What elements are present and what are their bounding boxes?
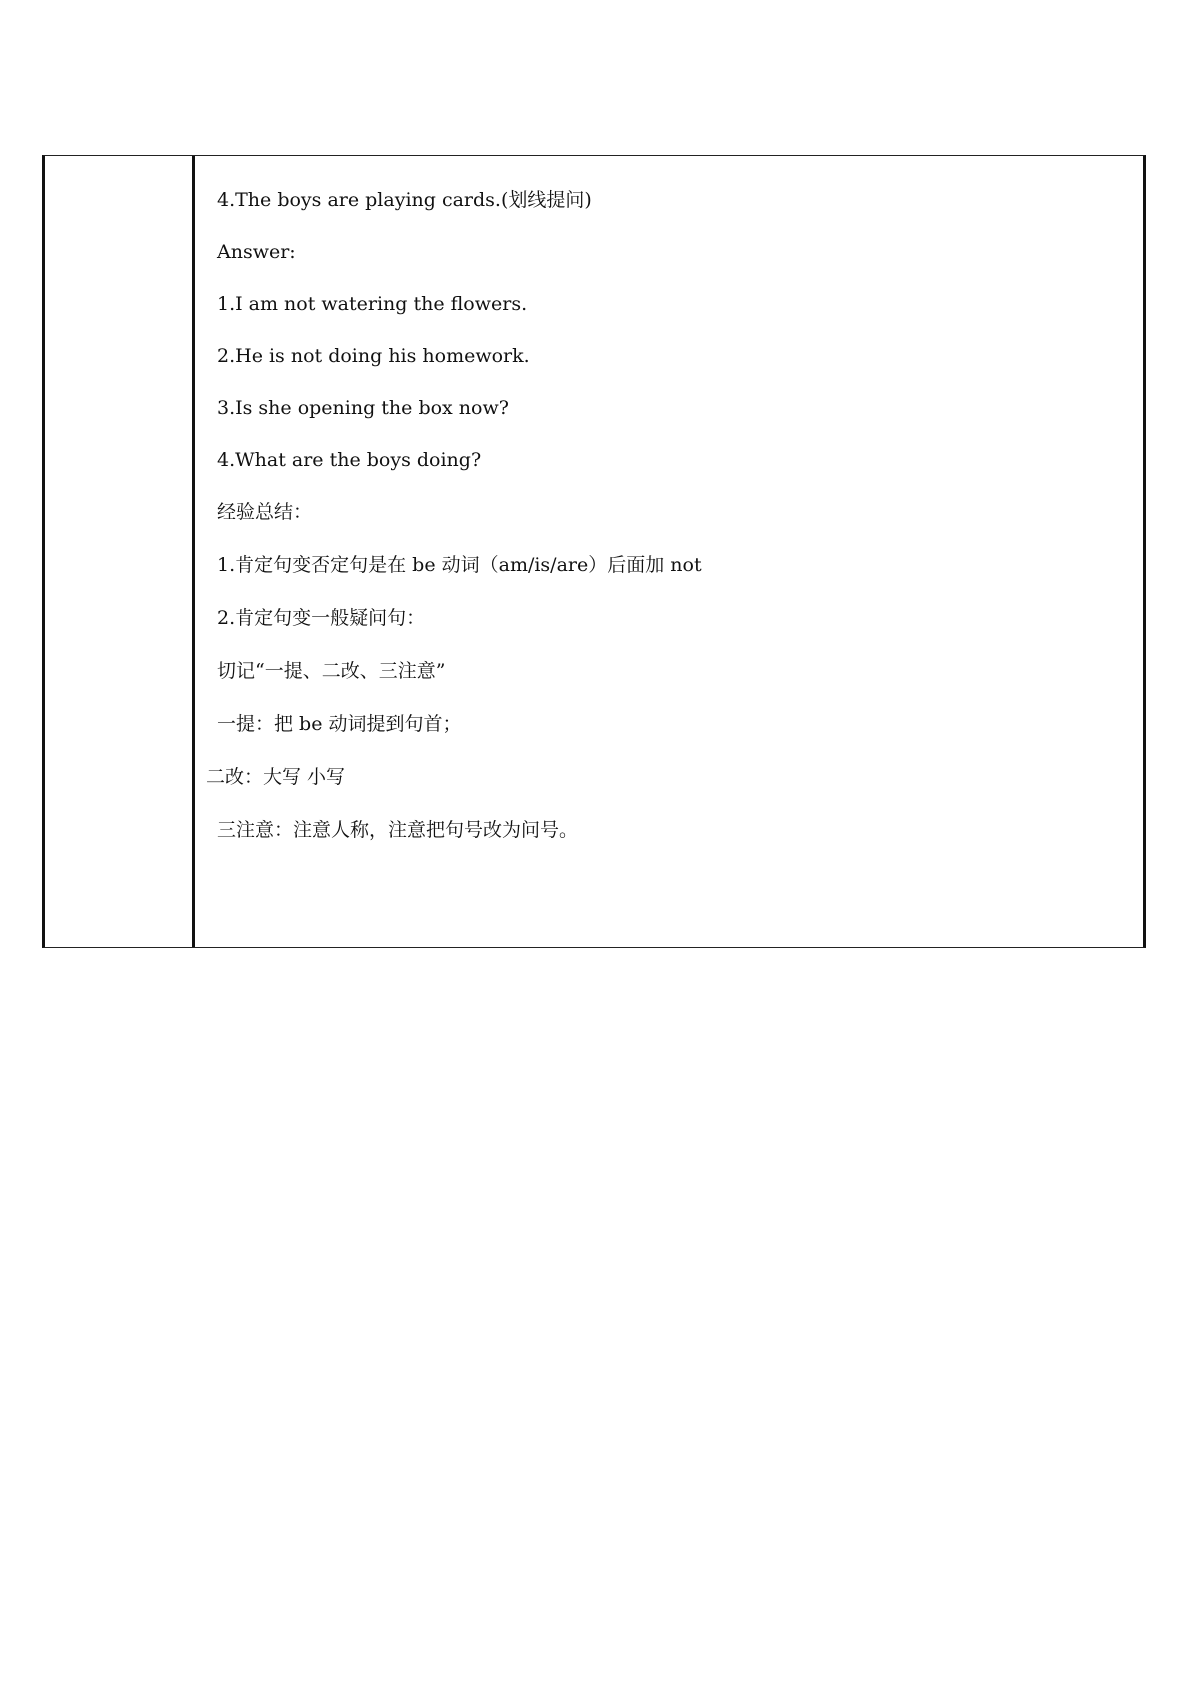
summary-heading: 经验总结：: [217, 501, 313, 523]
answer-3-line: 3.Is she opening the box now?: [217, 397, 509, 419]
answer-4-line: 4.What are the boys doing?: [217, 449, 482, 471]
answer-1-line: 1.I am not watering the flowers.: [217, 293, 528, 315]
summary-step-3: 三注意：注意人称，注意把句号改为问号。: [217, 819, 579, 841]
document-table: [42, 155, 1146, 948]
answer-heading: Answer:: [217, 241, 296, 263]
summary-step-1: 一提：把 be 动词提到句首；: [217, 713, 462, 735]
question-4-line: 4.The boys are playing cards.(划线提问): [217, 189, 592, 211]
content-cell: [195, 156, 1143, 947]
summary-mnemonic: 切记“一提、二改、三注意”: [217, 660, 446, 682]
answer-2-line: 2.He is not doing his homework.: [217, 345, 530, 367]
summary-step-2: 二改：大写 小写: [206, 766, 346, 788]
summary-rule-1: 1.肯定句变否定句是在 be 动词（am/is/are）后面加 not: [217, 554, 702, 576]
summary-rule-2: 2.肯定句变一般疑问句：: [217, 607, 426, 629]
